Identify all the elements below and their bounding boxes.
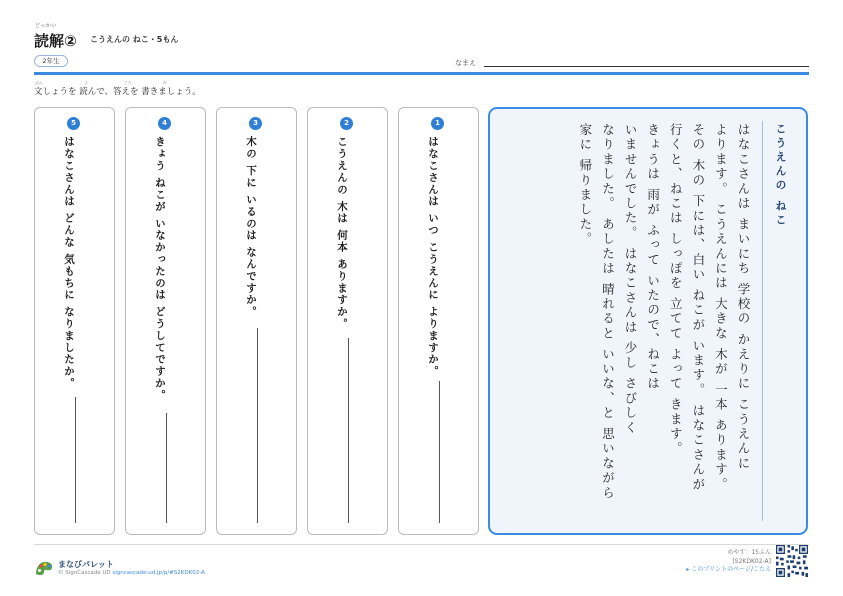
title-ruby: どっかい	[35, 23, 57, 29]
story-line: はなこさんは まいにち 学校の かえりに こうえんに	[736, 123, 751, 472]
copyright-text: © SignCascade UD	[58, 570, 111, 576]
question-box-4	[125, 107, 206, 535]
header-divider	[34, 72, 809, 75]
answer-line[interactable]	[75, 397, 76, 523]
copyright-line	[58, 570, 205, 576]
palette-logo-icon	[34, 558, 54, 576]
story-line: いませんでした。 はなこさんは 少し さびしく	[623, 123, 639, 436]
story-text	[573, 123, 754, 523]
story-passage	[488, 107, 808, 535]
question-box-3	[216, 107, 297, 535]
ruby-ka: か	[163, 80, 167, 85]
question-box-1	[398, 107, 479, 535]
worksheet-code: [S2KDK02-A]	[732, 557, 771, 565]
source-link[interactable]: signcascade-ud.jp/p/#S2KDK02-A	[112, 570, 205, 576]
question-number-badge: 1	[431, 117, 444, 130]
time-estimate: めやす：15ふん	[727, 549, 771, 556]
answer-line[interactable]	[348, 338, 349, 523]
instructions	[34, 80, 201, 97]
question-box-2	[307, 107, 388, 535]
story-line: 行くと、ねこは しっぽを 立てて よって きます。	[668, 123, 684, 457]
story-line: よります。 こうえんには 大きな 木が 一本 あります。	[713, 123, 729, 492]
story-line: その 木の 下には、白い ねこが います。 はなこさんが	[690, 123, 706, 492]
story-line: きょうは 雨が ふって いたので、ねこは	[645, 123, 661, 392]
story-title: こうえんの ねこ	[774, 123, 787, 228]
answer-line[interactable]	[257, 328, 258, 523]
answer-line[interactable]	[166, 413, 167, 523]
question-number-badge: 4	[158, 117, 171, 130]
grade-badge: 2年生	[34, 55, 68, 67]
question-text: こうえんの 木は 何本 ありますか。	[336, 136, 348, 330]
story-line: なりました。 あしたは 晴れると いいな、と 思いながら	[600, 123, 616, 501]
ruby-kota: こた	[124, 80, 132, 85]
story-title-divider	[762, 121, 763, 521]
name-label: なまえ	[455, 59, 476, 67]
question-text: はなこさんは どんな 気もちに なりましたか。	[63, 136, 75, 390]
instructions-text: 文しょうを 読んで、答えを 書きましょう。	[34, 87, 201, 97]
question-number-badge: 5	[67, 117, 80, 130]
title-text: 読解②	[34, 32, 77, 50]
question-box-5	[34, 107, 115, 535]
brand-name: まなびパレット	[58, 560, 114, 569]
footer-info	[686, 549, 771, 575]
name-field-line[interactable]	[484, 66, 809, 67]
footer-divider	[34, 544, 809, 545]
question-text: きょう ねこが いなかったのは どうしてですか。	[154, 136, 166, 402]
question-number-badge: 3	[249, 117, 262, 130]
qr-code-icon[interactable]	[776, 545, 808, 577]
question-text: はなこさんは いつ こうえんに よりますか。	[427, 136, 439, 378]
ruby-bun: ぶん	[35, 80, 43, 85]
ruby-yo: よ	[84, 80, 88, 85]
answer-line[interactable]	[439, 381, 440, 523]
question-text: 木の 下に いるのは なんですか。	[245, 136, 257, 318]
story-line: 家に 帰りました。	[577, 123, 593, 247]
question-number-badge: 2	[340, 117, 353, 130]
answer-page-link[interactable]: ▸ このプリントのページ/こたえ	[686, 566, 771, 573]
title-subtitle: こうえんの ねこ・5もん	[90, 35, 179, 44]
